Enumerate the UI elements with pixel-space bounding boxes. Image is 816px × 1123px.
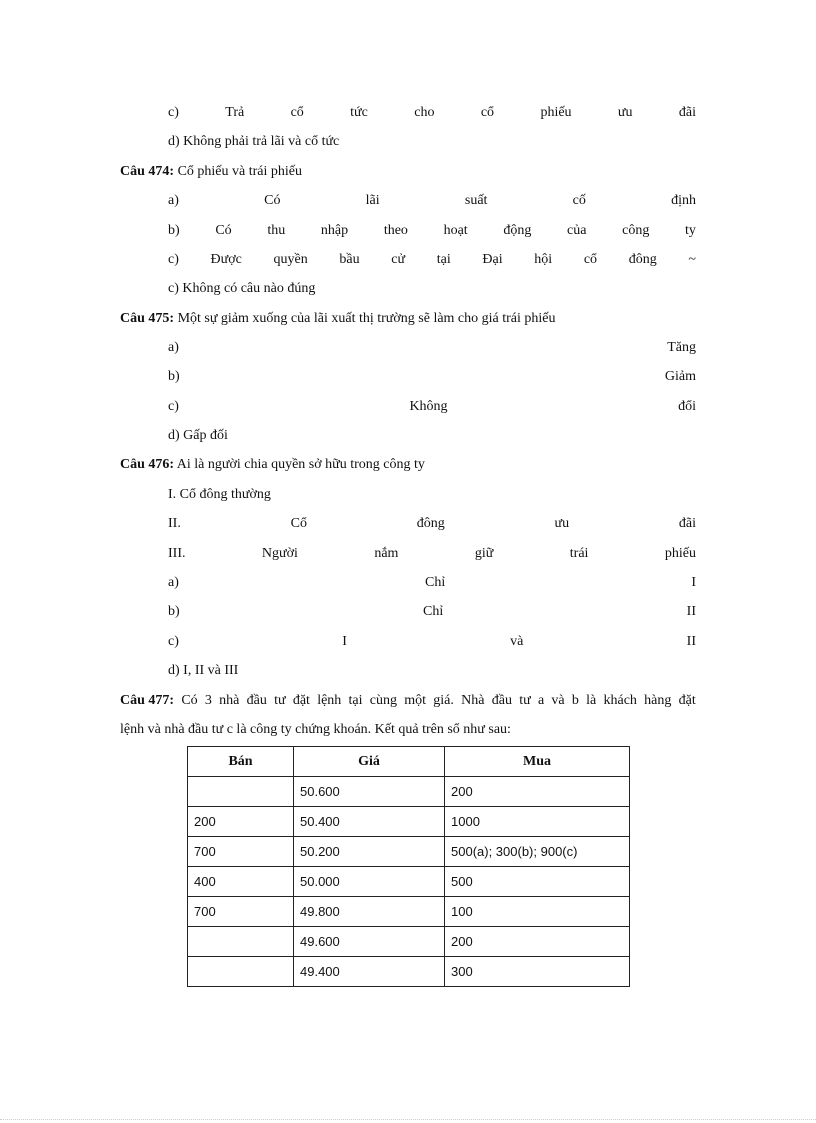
word: cố — [572, 193, 586, 208]
header-buy: Mua — [445, 747, 630, 777]
word: II — [686, 604, 696, 619]
word: thu — [267, 223, 286, 238]
word: ~ — [688, 252, 696, 267]
q476-item-2 — [168, 513, 696, 535]
question-label: Câu 475: — [120, 311, 175, 326]
word: hoạt — [443, 223, 468, 238]
word: a — [537, 693, 545, 708]
cell-buy: 300 — [445, 957, 630, 987]
word: ưu — [554, 516, 570, 531]
cell-price: 49.600 — [294, 927, 445, 957]
word: Chỉ — [423, 604, 444, 619]
question-text: Cổ phiếu và trái phiếu — [174, 164, 302, 179]
cell-sell: 200 — [188, 807, 294, 837]
word: b) — [168, 369, 180, 384]
word: phiếu — [540, 105, 572, 120]
q475-option-c — [168, 396, 696, 418]
question-477-line-2: lệnh và nhà đầu tư c là công ty chứng khoán. Kết quả trên sổ như sau: — [120, 722, 511, 737]
cell-buy: 500 — [445, 867, 630, 897]
word: tư — [274, 693, 286, 708]
q474-option-a — [168, 190, 696, 212]
table-row — [188, 837, 630, 867]
word: II. — [168, 516, 181, 531]
option-c-pay-dividend-preferred — [168, 102, 696, 124]
word: trái — [569, 546, 589, 561]
word: theo — [383, 223, 408, 238]
word: quyền — [273, 252, 308, 267]
word: và — [510, 634, 524, 649]
word: đầu — [246, 693, 267, 708]
q475-option-b — [168, 366, 696, 388]
header-price: Giá — [294, 747, 445, 777]
table-header-row — [188, 747, 630, 777]
word: c) — [168, 252, 179, 267]
q474-option-b — [168, 220, 696, 242]
word: là — [586, 693, 597, 708]
word: đổi — [678, 399, 696, 414]
word: Người — [261, 546, 298, 561]
q476-option-a — [168, 572, 696, 594]
word: tại — [436, 252, 451, 267]
word: giữ — [474, 546, 494, 561]
word: tức — [350, 105, 368, 120]
word: Cổ — [290, 516, 307, 531]
cell-price: 50.200 — [294, 837, 445, 867]
cell-price: 50.400 — [294, 807, 445, 837]
word: đông — [416, 516, 445, 531]
question-476 — [120, 454, 696, 476]
cell-buy: 200 — [445, 927, 630, 957]
cell-sell — [188, 777, 294, 807]
order-book-table — [187, 746, 630, 987]
word: Được — [210, 252, 242, 267]
word: của — [567, 223, 587, 238]
word: bầu — [339, 252, 360, 267]
question-474 — [120, 161, 696, 183]
word: I — [342, 634, 347, 649]
q476-option-c — [168, 631, 696, 653]
word: công — [622, 223, 650, 238]
word: suất — [464, 193, 488, 208]
word: b) — [168, 223, 180, 238]
word: b — [571, 693, 579, 708]
cell-price: 49.400 — [294, 957, 445, 987]
word: I — [691, 575, 696, 590]
question-label: Câu 474: — [120, 164, 175, 179]
word: hội — [534, 252, 553, 267]
question-label: Câu 477: — [120, 693, 175, 708]
word: đặt — [678, 693, 696, 708]
word: Nhà — [461, 693, 485, 708]
word: Chỉ — [424, 575, 446, 590]
question-text: Ai là người chia quyền sở hữu trong công ty — [174, 457, 425, 472]
word: a) — [168, 193, 179, 208]
word: đãi — [678, 516, 696, 531]
q476-item-1: I. Cổ đông thường — [168, 487, 271, 502]
word: khách — [603, 693, 637, 708]
cell-price: 49.800 — [294, 897, 445, 927]
cell-sell: 400 — [188, 867, 294, 897]
word: lệnh — [317, 693, 342, 708]
word: c) — [168, 399, 179, 414]
word: Trả — [225, 105, 245, 120]
q474-option-c — [168, 249, 696, 271]
word: Tăng — [667, 340, 696, 355]
question-475 — [120, 308, 696, 330]
word: Có — [264, 193, 281, 208]
cell-buy: 200 — [445, 777, 630, 807]
header-sell: Bán — [188, 747, 294, 777]
table-row — [188, 927, 630, 957]
cell-sell: 700 — [188, 897, 294, 927]
word: tại — [348, 693, 363, 708]
word: cử — [391, 252, 406, 267]
question-477-line-1 — [120, 690, 696, 712]
word: nhà — [219, 693, 240, 708]
word: a) — [168, 340, 179, 355]
word: Có — [181, 693, 198, 708]
word: hàng — [644, 693, 672, 708]
cell-sell — [188, 957, 294, 987]
word: cùng — [369, 693, 398, 708]
word: định — [671, 193, 696, 208]
word: nắm — [374, 546, 399, 561]
table-row — [188, 957, 630, 987]
word: b) — [168, 604, 180, 619]
question-text: Một sự giảm xuống của lãi xuất thị trường sẽ làm cho giá trái phiếu — [174, 311, 556, 326]
cell-price: 50.000 — [294, 867, 445, 897]
q476-option-d: d) I, II và III — [168, 663, 239, 678]
question-label: Câu 476: — [120, 457, 175, 472]
table-row — [188, 777, 630, 807]
word: đông — [628, 252, 657, 267]
word: đãi — [678, 105, 696, 120]
word: Giảm — [664, 369, 696, 384]
table-row — [188, 867, 630, 897]
q476-item-3 — [168, 543, 696, 565]
page-bottom-rule — [0, 1119, 816, 1120]
word: và — [551, 693, 565, 708]
cell-buy: 100 — [445, 897, 630, 927]
word: Có — [215, 223, 232, 238]
cell-sell — [188, 927, 294, 957]
word: II — [686, 634, 696, 649]
cell-buy: 500(a); 300(b); 900(c) — [445, 837, 630, 867]
q476-option-b — [168, 601, 696, 623]
option-d-no-interest-dividend: d) Không phải trả lãi và cổ tức — [168, 134, 340, 149]
word: cổ — [480, 105, 495, 120]
q475-option-d: d) Gấp đối — [168, 428, 228, 443]
word: động — [503, 223, 532, 238]
q475-option-a — [168, 337, 696, 359]
word: Đại — [482, 252, 503, 267]
word: cho — [414, 105, 435, 120]
word: đặt — [292, 693, 310, 708]
cell-sell: 700 — [188, 837, 294, 867]
word: c) — [168, 634, 179, 649]
word: cổ — [290, 105, 304, 120]
word: III. — [168, 546, 186, 561]
word: ưu — [617, 105, 633, 120]
word: 3 — [204, 693, 212, 708]
word: a) — [168, 575, 179, 590]
word: phiếu — [664, 546, 696, 561]
cell-price: 50.600 — [294, 777, 445, 807]
word: nhập — [320, 223, 349, 238]
word: c) — [168, 105, 179, 120]
table-row — [188, 807, 630, 837]
word: đầu — [491, 693, 512, 708]
word: cổ — [583, 252, 598, 267]
word: giá. — [433, 693, 454, 708]
word: ty — [685, 223, 696, 238]
word: tư — [519, 693, 531, 708]
q474-option-d: c) Không có câu nào đúng — [168, 281, 316, 296]
word: Không — [409, 399, 448, 414]
table-row — [188, 897, 630, 927]
word: lãi — [365, 193, 380, 208]
word: một — [404, 693, 427, 708]
cell-buy: 1000 — [445, 807, 630, 837]
